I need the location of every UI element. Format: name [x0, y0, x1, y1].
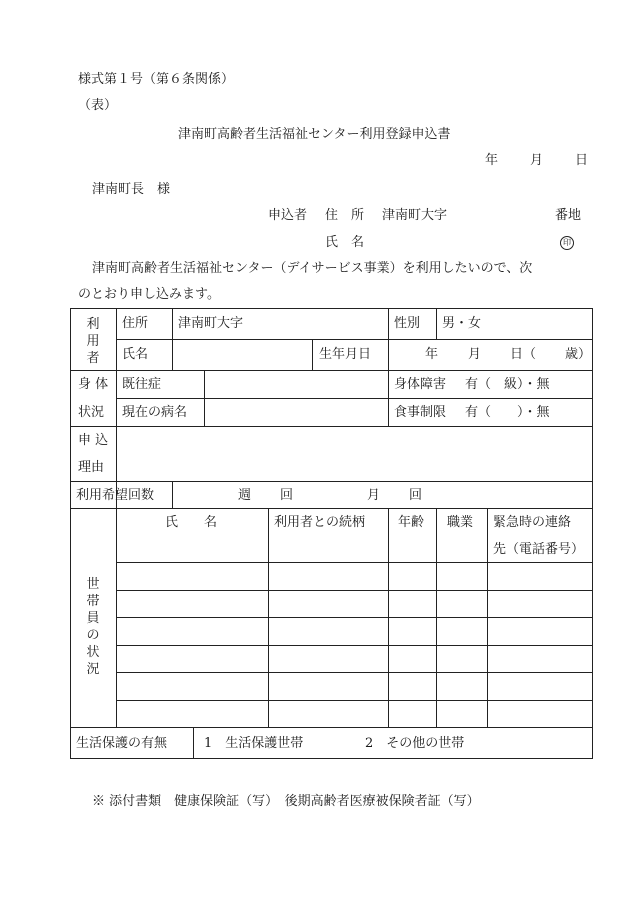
- applicant-address-suffix: 番地: [555, 208, 582, 223]
- diet-label: 食事制限: [394, 405, 447, 420]
- applicant-name-label: 氏 名: [325, 235, 365, 250]
- seal-mark: [560, 235, 574, 250]
- freq-label: 利用希望回数: [76, 488, 155, 503]
- current-illness-label: 現在の病名: [122, 405, 188, 420]
- applicant-label: 申込者: [268, 208, 308, 223]
- name-label: 氏名: [122, 347, 149, 362]
- attachment-note: ※ 添付書類 健康保険証（写） 後期高齢者医療被保険者証（写）: [92, 794, 480, 809]
- welfare-option-1: 1 生活保護世帯: [204, 736, 304, 751]
- page-title: 津南町高齢者生活福祉センター利用登録申込書: [178, 127, 451, 142]
- intro-line-2: のとおり申し込みます。: [78, 287, 220, 302]
- welfare-option-2: 2 その他の世帯: [365, 736, 465, 751]
- registration-table: [70, 308, 593, 759]
- col-name: 氏 名: [165, 515, 218, 530]
- body-label-1: 身 体: [78, 377, 109, 392]
- sex-label: 性別: [394, 316, 421, 331]
- body-label-2: 状況: [78, 405, 105, 420]
- user-label: 利 用 者: [86, 317, 100, 366]
- freq-month: 月: [367, 488, 381, 503]
- disability-label: 身体障害: [394, 377, 447, 392]
- col-relation: 利用者との続柄: [274, 515, 366, 530]
- address-label: 住所: [122, 316, 149, 331]
- birth-day: 日（: [510, 347, 537, 362]
- intro-line-1: 津南町高齢者生活福祉センター（デイサービス事業）を利用したいので、次: [92, 261, 533, 276]
- applicant-address-value: 津南町大字: [382, 208, 448, 223]
- birth-year: 年: [425, 347, 439, 362]
- sex-value: 男・女: [442, 316, 482, 331]
- birth-label: 生年月日: [319, 347, 372, 362]
- address-value: 津南町大字: [178, 316, 244, 331]
- freq-times-1: 回: [280, 488, 294, 503]
- col-age: 年齢: [398, 515, 425, 530]
- freq-times-2: 回: [409, 488, 423, 503]
- col-emergency-2: 先（電話番号）: [493, 542, 585, 557]
- welfare-label: 生活保護の有無: [76, 736, 168, 751]
- disability-value: 有（ 級）・無: [465, 377, 550, 392]
- diet-value: 有（ ）・無: [465, 405, 550, 420]
- seal-icon: 印: [560, 236, 574, 250]
- date-month: 月: [530, 153, 544, 168]
- date-year: 年: [485, 153, 499, 168]
- addressee: 津南町長 様: [92, 182, 171, 197]
- form-number: 様式第１号（第６条関係）: [78, 72, 235, 87]
- col-emergency-1: 緊急時の連絡: [493, 515, 572, 530]
- freq-week: 週: [238, 488, 252, 503]
- household-label: 世 帯 員 の 状 況: [86, 577, 100, 677]
- form-side: （表）: [78, 98, 118, 113]
- reason-label-2: 理由: [78, 460, 105, 475]
- col-job: 職業: [447, 515, 474, 530]
- history-label: 既往症: [122, 377, 162, 392]
- age-suffix: 歳）: [565, 347, 592, 362]
- birth-month: 月: [468, 347, 482, 362]
- applicant-address-label: 住 所: [325, 208, 365, 223]
- date-day: 日: [575, 153, 589, 168]
- reason-label-1: 申 込: [78, 433, 109, 448]
